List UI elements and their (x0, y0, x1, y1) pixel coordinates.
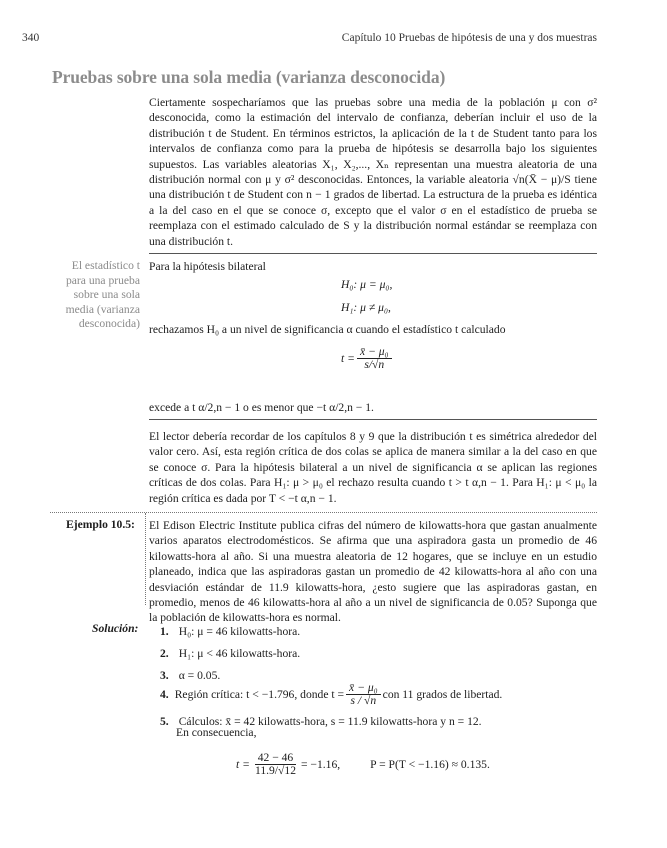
null-hypothesis: H₀: μ = μ₀, (341, 278, 393, 291)
box-top-rule (149, 253, 597, 254)
t-denominator: s/√n (364, 358, 385, 371)
example-text: El Edison Electric Institute publica cifras del número de kilowatts-hora que gastan anualmente varios aparatos electrodomésticos. Se afirma que una aspiradora gasta un promedio de 46 kilowatts-hora al año. Si una muestra aleatoria de 12 hogares, que se incluye en un estudio planeado, indica que las aspiradoras gastan un promedio de 42 kilowatts-hora al año con una desviación estándar de 11.9 kilowatts-hora, ¿esto sugiere que las aspiradoras gastan, en promedio, menos de 46 kilowatts-hora al año a un nivel de significancia de 0.05? Suponga que la población de kilowatts-hora es normal. (149, 519, 597, 625)
t-numerator: x̄ − μ₀ (357, 346, 392, 359)
alt-hypothesis: H₁: μ ≠ μ₀, (341, 301, 391, 314)
step-1 (160, 622, 300, 640)
step-1-number: 1. (160, 625, 169, 638)
p-value: P = P(T < −1.16) ≈ 0.135. (370, 758, 490, 771)
example-top-rule (50, 512, 597, 513)
final-numerator: 42 − 46 (255, 752, 297, 765)
step-4-fraction (346, 682, 381, 707)
step-4-text-after: con 11 grados de libertad. (382, 688, 503, 701)
box-bottom-rule (149, 419, 597, 420)
step-5-number: 5. (160, 715, 169, 728)
reminder-paragraph: El lector debería recordar de los capítulos 8 y 9 que la distribución t es simétrica alrededor del valor cero. Así, esta región crítica de dos colas se aplica de manera similar a la del caso en que se conoce σ. Para la hipótesis bilateral a un nivel de significancia α se aplican las regiones críticas de dos colas. Para H₁: μ > μ₀ el rechazo resulta cuando t > t α,n − 1. Para H₁: μ < μ₀ la región crítica es dada por T < −t α,n − 1. (149, 430, 597, 505)
intro-paragraph: Ciertamente sospecharíamos que las pruebas sobre una media de la población μ con σ² desconocida, como la estimación del intervalo de confianza, deberían incluir el uso de la distribución t de Student. En términos estrictos, la aplicación de la t de Student tanto para los intervalos de confianza como para la prueba de hipótesis se desarrolla bajo los siguientes supuestos. Las variables aleatorias X₁, X₂,..., Xₙ representan una muestra aleatoria de una distribución normal con μ y σ² desconocidas. Entonces, la variable aleatoria √n(X̄ − μ)/S tiene una distribución t de Student con n − 1 grados de libertad. La estructura de la prueba es idéntica a la del caso en el que se conoce σ, excepto que el valor σ en el estadístico de prueba se reemplaza con el estimado calculado de S y la distribución normal estándar se reemplaza con una distribución t. (149, 96, 597, 248)
t-lhs: t = (341, 352, 355, 365)
consequently: En consecuencia, (176, 726, 257, 739)
final-denominator: 11.9/√12 (254, 764, 296, 777)
example-label: Ejemplo 10.5: (66, 518, 135, 531)
exceeds-rule: excede a t α/2,n − 1 o es menor que −t α/2,n − 1. (149, 401, 374, 414)
step-2-number: 2. (160, 647, 169, 660)
final-fraction (252, 752, 299, 777)
page-number: 340 (22, 32, 40, 44)
t-fraction (357, 346, 392, 371)
step-1-text: H₀: μ = 46 kilowatts-hora. (178, 625, 301, 638)
step-4-numerator: x̄ − μ₀ (346, 682, 381, 695)
sidebar-note: El estadístico t para una prueba sobre una sola media (varianza desconocida) (65, 259, 140, 331)
final-rhs: = −1.16, (301, 758, 341, 771)
step-5-text: Cálculos: x̄ = 42 kilowatts-hora, s = 11.9 kilowatts-hora y n = 12. (178, 715, 482, 728)
t-statistic-formula (341, 346, 394, 371)
running-header: Capítulo 10 Pruebas de hipótesis de una y dos muestras (341, 32, 597, 44)
step-2-text: H₁: μ < 46 kilowatts-hora. (178, 647, 301, 660)
final-lhs: t = (236, 758, 250, 771)
box-lead: Para la hipótesis bilateral (149, 260, 266, 273)
step-3-text: α = 0.05. (178, 669, 221, 682)
final-calculation (236, 752, 490, 777)
step-4-text-before: Región crítica: t < −1.796, donde t = (174, 688, 345, 701)
step-2 (160, 644, 300, 662)
reject-rule: rechazamos H₀ a un nivel de significancia α cuando el estadístico t calculado (149, 323, 506, 336)
section-title: Pruebas sobre una sola media (varianza desconocida) (52, 67, 446, 87)
step-3-number: 3. (160, 669, 169, 682)
step-4-number: 4. (160, 688, 169, 701)
step-4-denominator: s / √n (350, 694, 377, 707)
example-vertical-rule (145, 513, 146, 605)
step-4 (160, 682, 502, 707)
solution-label: Solución: (92, 622, 139, 635)
